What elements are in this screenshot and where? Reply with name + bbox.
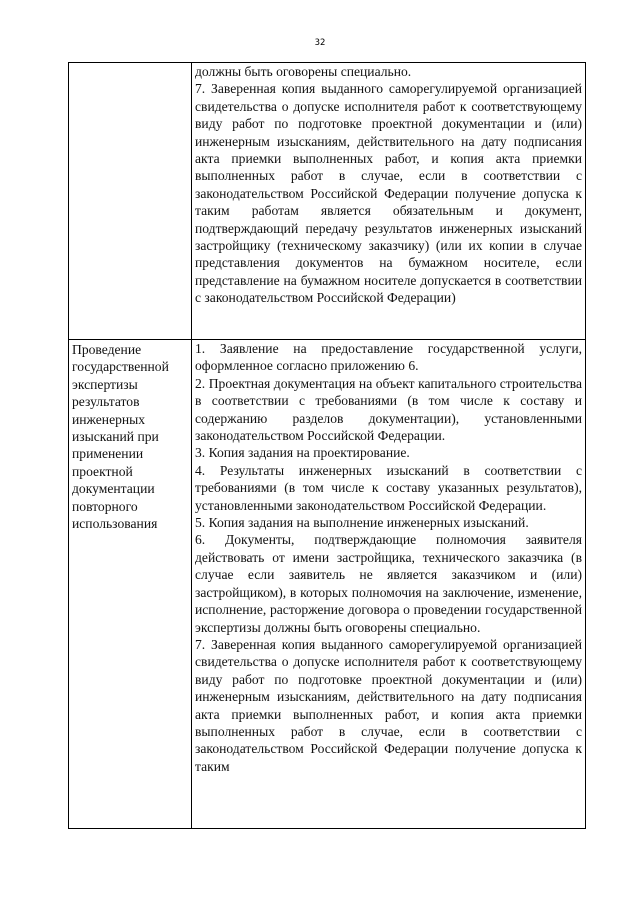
document-item: должны быть оговорены специально. [195,64,412,79]
document-item: 3. Копия задания на проектирование. [195,445,410,461]
document-item: 5. Копия задания на выполнение инженерных изысканий. [195,515,529,531]
document-item: 1. Заявление на предоставление государственной услуги, оформленное согласно приложению 6. [195,341,582,374]
table-row [69,340,586,829]
page-number: 32 [314,38,326,48]
documents-cell [192,63,586,340]
service-name-cell [69,340,192,829]
document-item: 2. Проектная документация на объект капитального строительства в соответствии с требованиями (в том числе к составу и содержанию разделов документации), установленными законодательством Российской Федерации. [195,375,582,444]
document-item: 7. Заверенная копия выданного саморегулируемой организацией свидетельства о допуске исполнителя работ к соответствующему виду работ по подготовке проектной документации и (или) инженерным изысканиям, действительного на дату подписания акта приемки выполненных работ, и копия акта приемки выполненных работ в случае, если в соответствии с законодательством Российской Федерации получение допуска к таким работам является обязательным и документ, подтверждающий передачу результатов инженерных изысканий застройщику (техническому заказчику) (или их копии в случае представления документов на бумажном носителе, если представление на бумажном носителе допускается в соответствии с законодательством Российской Федерации) [195,81,582,306]
service-name [72,63,188,64]
document-item: 4. Результаты инженерных изысканий в соответствии с требованиями (в том числе к составу указанных результатов), установленными законодательством Российской Федерации. [195,462,582,513]
service-name: Проведение государственной экспертизы результатов инженерных изысканий при применении проектной документации повторного использования [72,342,169,532]
requirements-table [68,62,586,829]
document-item: 7. Заверенная копия выданного саморегулируемой организацией свидетельства о допуске исполнителя работ к соответствующему виду работ по подготовке проектной документации и (или) инженерным изысканиям, действительного на дату подписания акта приемки выполненных работ, и копия акта приемки выполненных работ в случае, если в соответствии с законодательством Российской Федерации получение допуска к таким [195,636,582,774]
table-row [69,63,586,340]
document-item: 6. Документы, подтверждающие полномочия заявителя действовать от имени застройщика, технического заказчика (в случае если заявитель не является заказчиком и (или) застройщиком), в которых полномочия на заключение, изменение, исполнение, расторжение договора о проведении государственной экспертизы должны быть оговорены специально. [195,532,582,635]
service-name-cell [69,63,192,340]
documents-cell [192,340,586,829]
